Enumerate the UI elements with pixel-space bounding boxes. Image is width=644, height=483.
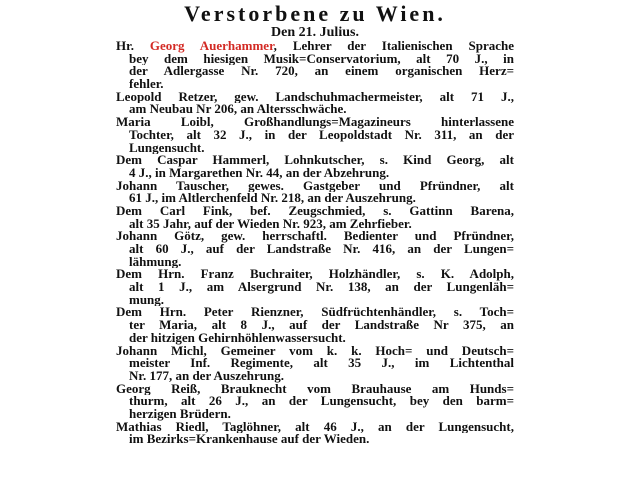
notice-line: mung. xyxy=(129,293,165,307)
notice-line: meister Inf. Regimente, alt 35 J., im Lichtenthal xyxy=(129,357,514,370)
notice-line: der Adlergasse Nr. 720, an einem organischen Herz= xyxy=(129,65,514,79)
death-notice xyxy=(116,40,514,91)
notice-line: Dem Hrn. Peter Rienzner, Südfrüchtenhändler, s. Toch= xyxy=(116,306,514,320)
notice-line: Maria Loibl, Großhandlungs=Magazineurs hinterlassene xyxy=(116,116,514,129)
death-notices-list xyxy=(116,40,514,446)
notice-line: 4 J., in Margarethen Nr. 44, an der Abzehrung. xyxy=(129,166,390,180)
notice-line: Johann Götz, gew. herrschaftl. Bedienter und Pfründner, xyxy=(116,230,514,243)
notice-line: Johann Tauscher, gewes. Gastgeber und Pfründner, alt xyxy=(116,179,514,193)
notice-line: herzigen Brüdern. xyxy=(129,407,231,421)
death-notice xyxy=(116,345,514,383)
death-notice xyxy=(116,421,514,446)
notice-line: alt 60 J., auf der Landstraße Nr. 416, an der Lungen= xyxy=(129,243,514,256)
newspaper-clipping xyxy=(116,0,514,446)
notice-line: Nr. 177, an der Auszehrung. xyxy=(129,369,284,383)
notice-line: Lungensucht. xyxy=(129,141,205,155)
notice-prefix: Hr. xyxy=(116,40,150,53)
notice-line: Georg Reiß, Brauknecht vom Brauhause am Hunds= xyxy=(116,382,514,396)
notice-line: alt 1 J., am Alsergrund Nr. 138, an der Lungenläh= xyxy=(129,281,514,294)
heading-title: Verstorbene zu Wien. xyxy=(184,1,446,26)
death-notice xyxy=(116,91,514,116)
death-notice xyxy=(116,306,514,344)
notice-line: der hitzigen Gehirnhöhlenwassersucht. xyxy=(129,331,346,345)
notice-line: am Neubau Nr 206, an Altersschwäche. xyxy=(129,103,347,117)
notice-line: Dem Carl Fink, bef. Zeugschmied, s. Gattinn Barena, xyxy=(116,204,514,218)
death-notice xyxy=(116,383,514,421)
notice-line: bey dem hiesigen Musik=Conservatorium, alt 70 J., in xyxy=(129,52,514,66)
notice-line: fehler. xyxy=(129,78,164,91)
notice-line: Tochter, alt 32 J., in der Leopoldstadt Nr. 311, an der xyxy=(129,128,514,142)
death-notice xyxy=(116,116,514,154)
death-notice xyxy=(116,205,514,230)
notice-line: alt 35 Jahr, auf der Wieden Nr. 923, am Zehrfieber. xyxy=(129,217,412,231)
notice-line: Johann Michl, Gemeiner vom k. k. Hoch= und Deutsch= xyxy=(116,344,514,358)
notice-line: im Bezirks=Krankenhause auf der Wieden. xyxy=(129,433,370,446)
death-notice xyxy=(116,230,514,268)
notice-line: Leopold Retzer, gew. Landschuhmachermeister, alt 71 J., xyxy=(116,90,514,104)
death-notice xyxy=(116,154,514,179)
notice-line: Mathias Riedl, Taglöhner, alt 46 J., an der Lungensucht, xyxy=(116,420,514,434)
notice-text: , Lehrer der Italienischen Sprache xyxy=(273,40,514,53)
notice-line: 61 J., im Altlerchenfeld Nr. 218, an der Auszehrung. xyxy=(129,192,416,205)
notice-line xyxy=(116,40,514,53)
highlighted-name: Georg Auerhammer xyxy=(149,40,274,53)
notice-line: ter Maria, alt 8 J., auf der Landstraße Nr 375, an xyxy=(129,319,514,332)
notice-line: Dem Caspar Hammerl, Lohnkutscher, s. Kind Georg, alt xyxy=(116,154,514,167)
notice-line: thurm, alt 26 J., an der Lungensucht, bey den barm= xyxy=(129,395,514,408)
date-line: Den 21. Julius. xyxy=(271,25,359,40)
death-notice xyxy=(116,180,514,205)
death-notice xyxy=(116,268,514,306)
notice-line: lähmung. xyxy=(129,255,182,269)
notice-line: Dem Hrn. Franz Buchraiter, Holzhändler, s. K. Adolph, xyxy=(116,268,514,282)
